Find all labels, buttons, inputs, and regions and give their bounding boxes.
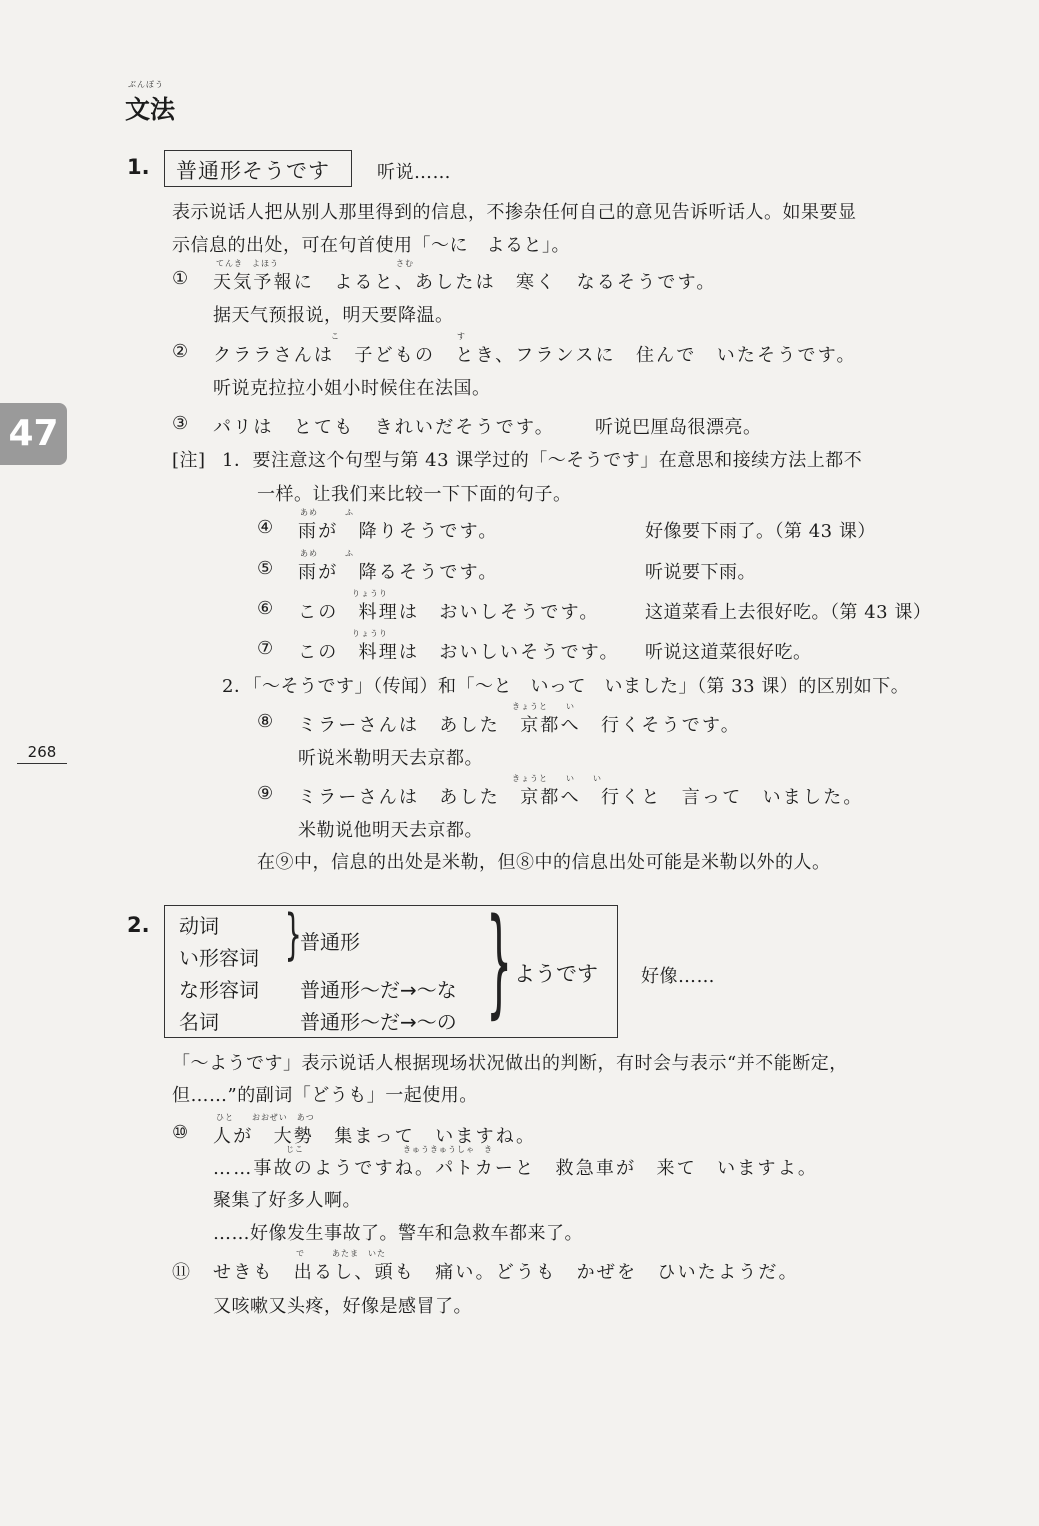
pattern-form-na: 普通形～だ→～な	[300, 978, 457, 1002]
example-4-japanese: 雨が 降りそうです。	[298, 521, 499, 542]
example-8-chinese: 听说米勒明天去京都。	[298, 748, 483, 769]
pattern-form-no: 普通形～だ→～の	[300, 1010, 457, 1034]
example-3-mark: ③	[172, 413, 189, 434]
example-6-mark: ⑥	[257, 598, 274, 619]
title-furigana: ぶんぽう	[128, 80, 164, 89]
section-1-conclusion: 在⑨中，信息的出处是米勒，但⑧中的信息出处可能是米勒以外的人。	[257, 852, 831, 873]
example-10-chinese-2: ……好像发生事故了。警车和急救车都来了。	[213, 1223, 583, 1244]
example-5-mark: ⑤	[257, 558, 274, 579]
example-1-japanese: 天気予報に よると、あしたは 寒く なるそうです。	[213, 272, 717, 293]
example-11-mark: ⑪	[172, 1262, 190, 1283]
example-6-chinese: 这道菜看上去很好吃。（第 43 课）	[645, 602, 932, 623]
example-6-furigana: りょうり	[352, 589, 388, 598]
example-7-furigana: りょうり	[352, 629, 388, 638]
example-7-japanese: この 料理は おいしいそうです。	[298, 642, 620, 663]
example-9-furigana: きょうと い い	[512, 774, 602, 783]
section-2-explanation-line2: 但……”的副词「どうも」一起使用。	[172, 1085, 478, 1106]
example-9-japanese: ミラーさんは あした 京都へ 行くと 言って いました。	[298, 787, 864, 808]
example-5-furigana: あめ ふ	[300, 549, 354, 558]
pattern-row-i-adjective: い形容词	[179, 946, 259, 970]
example-10-japanese-2: ……事故のようですね。パトカーと 救急車が 来て いますよ。	[213, 1158, 819, 1179]
pattern-form-plain: 普通形	[300, 930, 360, 954]
lesson-tab: 47	[0, 403, 67, 465]
section-1-number: 1.	[127, 155, 150, 179]
section-2-number: 2.	[127, 913, 150, 937]
example-5-chinese: 听说要下雨。	[645, 562, 756, 583]
pattern-row-na-adjective: な形容词	[179, 978, 259, 1002]
example-3-chinese: 听说巴厘岛很漂亮。	[595, 417, 762, 438]
example-6-japanese: この 料理は おいしそうです。	[298, 602, 600, 623]
page-number: 268	[17, 743, 67, 764]
example-11-furigana: で あたま いた	[296, 1249, 386, 1258]
example-7-chinese: 听说这道菜很好吃。	[645, 642, 812, 663]
example-11-japanese: せきも 出るし、頭も 痛い。どうも かぜを ひいたようだ。	[213, 1262, 799, 1283]
example-8-furigana: きょうと い	[512, 702, 575, 711]
section-1-explanation-line1: 表示说话人把从别人那里得到的信息，不掺杂任何自己的意见告诉听话人。如果要显	[172, 202, 857, 223]
example-10-furigana: ひと おおぜい あつ	[216, 1113, 315, 1122]
pattern-row-verb: 动词	[179, 914, 219, 938]
example-4-chinese: 好像要下雨了。（第 43 课）	[645, 521, 876, 542]
large-brace: }	[486, 892, 513, 1030]
example-11-chinese: 又咳嗽又头疼，好像是感冒了。	[213, 1296, 472, 1317]
section-1-meaning: 听说……	[377, 162, 451, 183]
example-9-mark: ⑨	[257, 783, 274, 804]
example-2-furigana: こ す	[331, 332, 466, 341]
example-2-chinese: 听说克拉拉小姐小时候住在法国。	[213, 378, 491, 399]
pattern-row-noun: 名词	[179, 1010, 219, 1034]
example-3-japanese: パリは とても きれいだそうです。	[213, 417, 555, 438]
note-1-line2: 一样。让我们来比较一下下面的句子。	[257, 484, 572, 505]
example-10-mark: ⑩	[172, 1122, 189, 1143]
note-1-line1: 1．要注意这个句型与第 43 课学过的「～そうです」在意思和接续方法上都不	[222, 450, 863, 471]
example-4-furigana: あめ ふ	[300, 508, 354, 517]
example-10-furigana-2: じこ きゅうきゅうしゃ き	[286, 1145, 493, 1154]
example-5-japanese: 雨が 降るそうです。	[298, 562, 499, 583]
example-8-mark: ⑧	[257, 711, 274, 732]
section-1-pattern: 普通形そうです	[176, 159, 330, 183]
example-1-mark: ①	[172, 268, 189, 289]
example-1-furigana: てんき よほう さむ	[216, 259, 414, 268]
example-7-mark: ⑦	[257, 638, 274, 659]
example-4-mark: ④	[257, 517, 274, 538]
example-10-japanese-1: 人が 大勢 集まって いますね。	[213, 1126, 537, 1147]
note-2: 2．「～そうです」（传闻）和「～と いって いました」（第 33 课）的区别如下。	[222, 676, 910, 697]
example-1-chinese: 据天气预报说，明天要降温。	[213, 305, 454, 326]
page-title: 文法	[125, 95, 176, 124]
example-10-chinese-1: 聚集了好多人啊。	[213, 1190, 361, 1211]
section-2-meaning: 好像……	[641, 966, 715, 987]
example-2-japanese: クララさんは 子どもの とき、フランスに 住んで いたそうです。	[213, 345, 857, 366]
note-tag: [注]	[172, 450, 206, 471]
small-brace: }	[284, 903, 302, 966]
section-1-explanation-line2: 示信息的出处，可在句首使用「～に よると」。	[172, 235, 570, 256]
pattern-ending: ようです	[514, 962, 598, 986]
example-9-chinese: 米勒说他明天去京都。	[298, 820, 483, 841]
section-2-explanation-line1: 「～ようです」表示说话人根据现场状况做出的判断，有时会与表示“并不能断定，	[172, 1053, 848, 1074]
example-2-mark: ②	[172, 341, 189, 362]
example-8-japanese: ミラーさんは あした 京都へ 行くそうです。	[298, 715, 741, 736]
